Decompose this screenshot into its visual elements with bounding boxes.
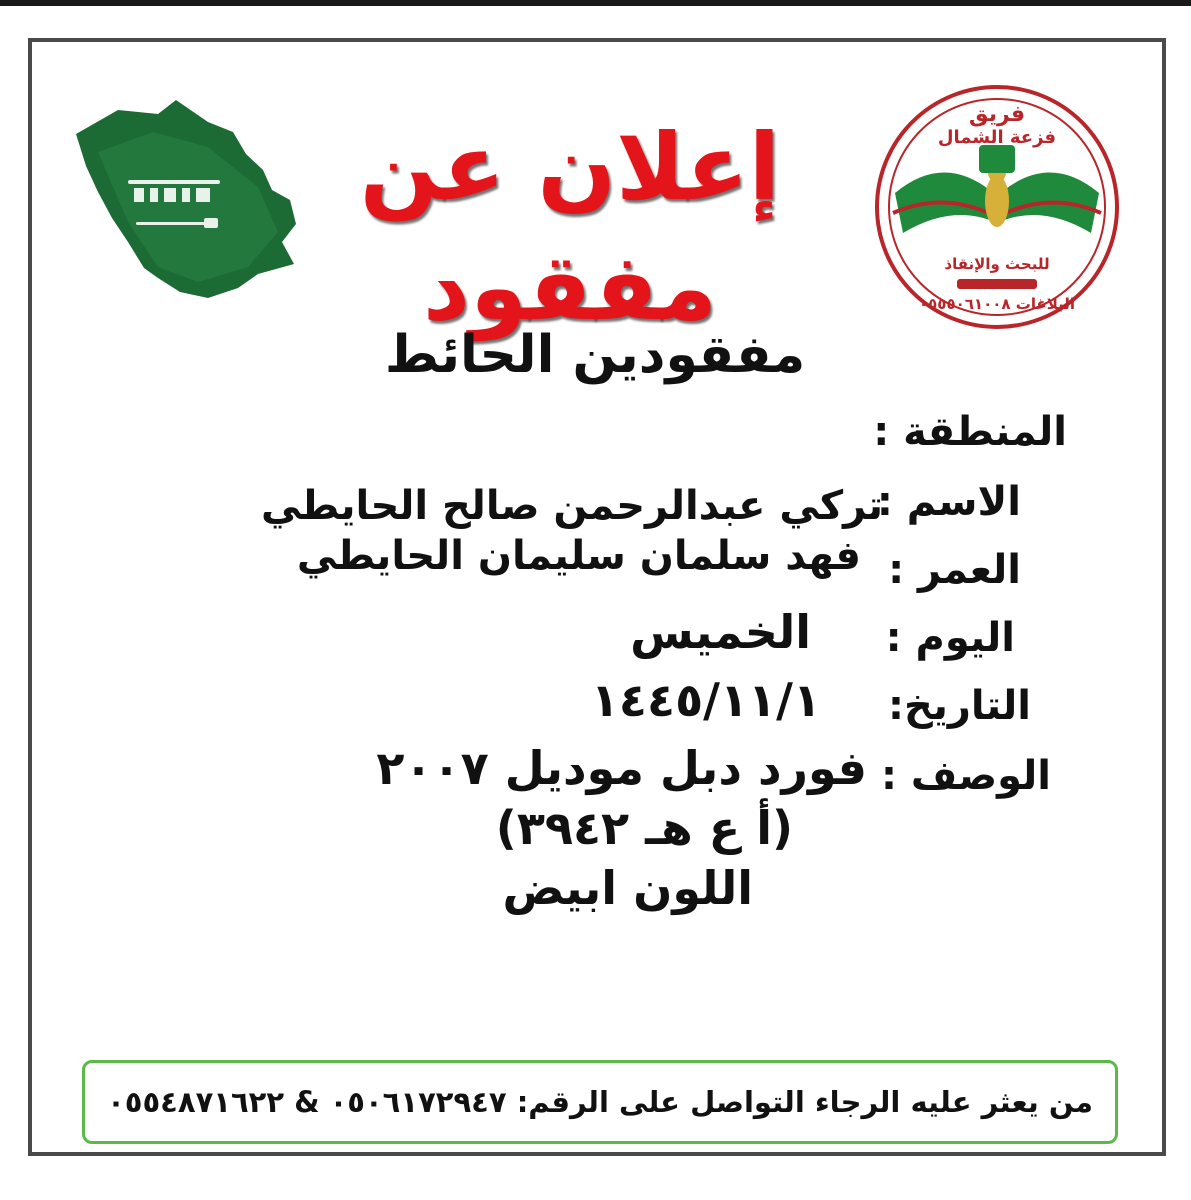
field-value-description: فورد دبل موديل ٢٠٠٧ xyxy=(376,741,867,795)
description-color: اللون ابيض xyxy=(502,861,753,915)
field-label-region: المنطقة : xyxy=(873,409,1067,455)
notice-title: إعلان عن مفقود xyxy=(359,114,781,341)
field-label-description: الوصف : xyxy=(880,753,1051,799)
field-value-age: فهد سلمان سليمان الحايطي xyxy=(296,533,861,579)
emblem-hotline-label: البلاغات ٠٥٥٥٠٦١٠٠٨ xyxy=(918,295,1076,313)
field-value-date: ١٤٤٥/١١/١ xyxy=(590,673,821,727)
emblem-team-label: فريق xyxy=(968,102,1026,127)
field-label-day: اليوم : xyxy=(885,615,1015,661)
contact-info: من يعثر عليه الرجاء التواصل على الرقم: ٠٥٠٦١٧٢٩٤٧ & ٠٥٥٤٨٧١٦٢٢ xyxy=(82,1060,1118,1144)
notice-subtitle: مفقودين الحائط xyxy=(384,325,806,385)
field-value-day: الخميس xyxy=(630,605,811,659)
emblem-name-label: فزعة الشمال xyxy=(937,127,1057,148)
top-border xyxy=(0,0,1191,6)
fazaa-alshamal-emblem-icon xyxy=(873,83,1121,331)
field-label-date: التاريخ: xyxy=(888,683,1031,729)
description-plate: (أ ع هـ ٣٩٤٢) xyxy=(495,801,793,855)
field-label-age: العمر : xyxy=(888,547,1021,593)
field-label-name: الاسم : xyxy=(876,479,1021,525)
field-value-name: تركي عبدالرحمن صالح الحايطي xyxy=(261,483,883,529)
emblem-service-label: للبحث والإنقاذ xyxy=(944,255,1050,273)
